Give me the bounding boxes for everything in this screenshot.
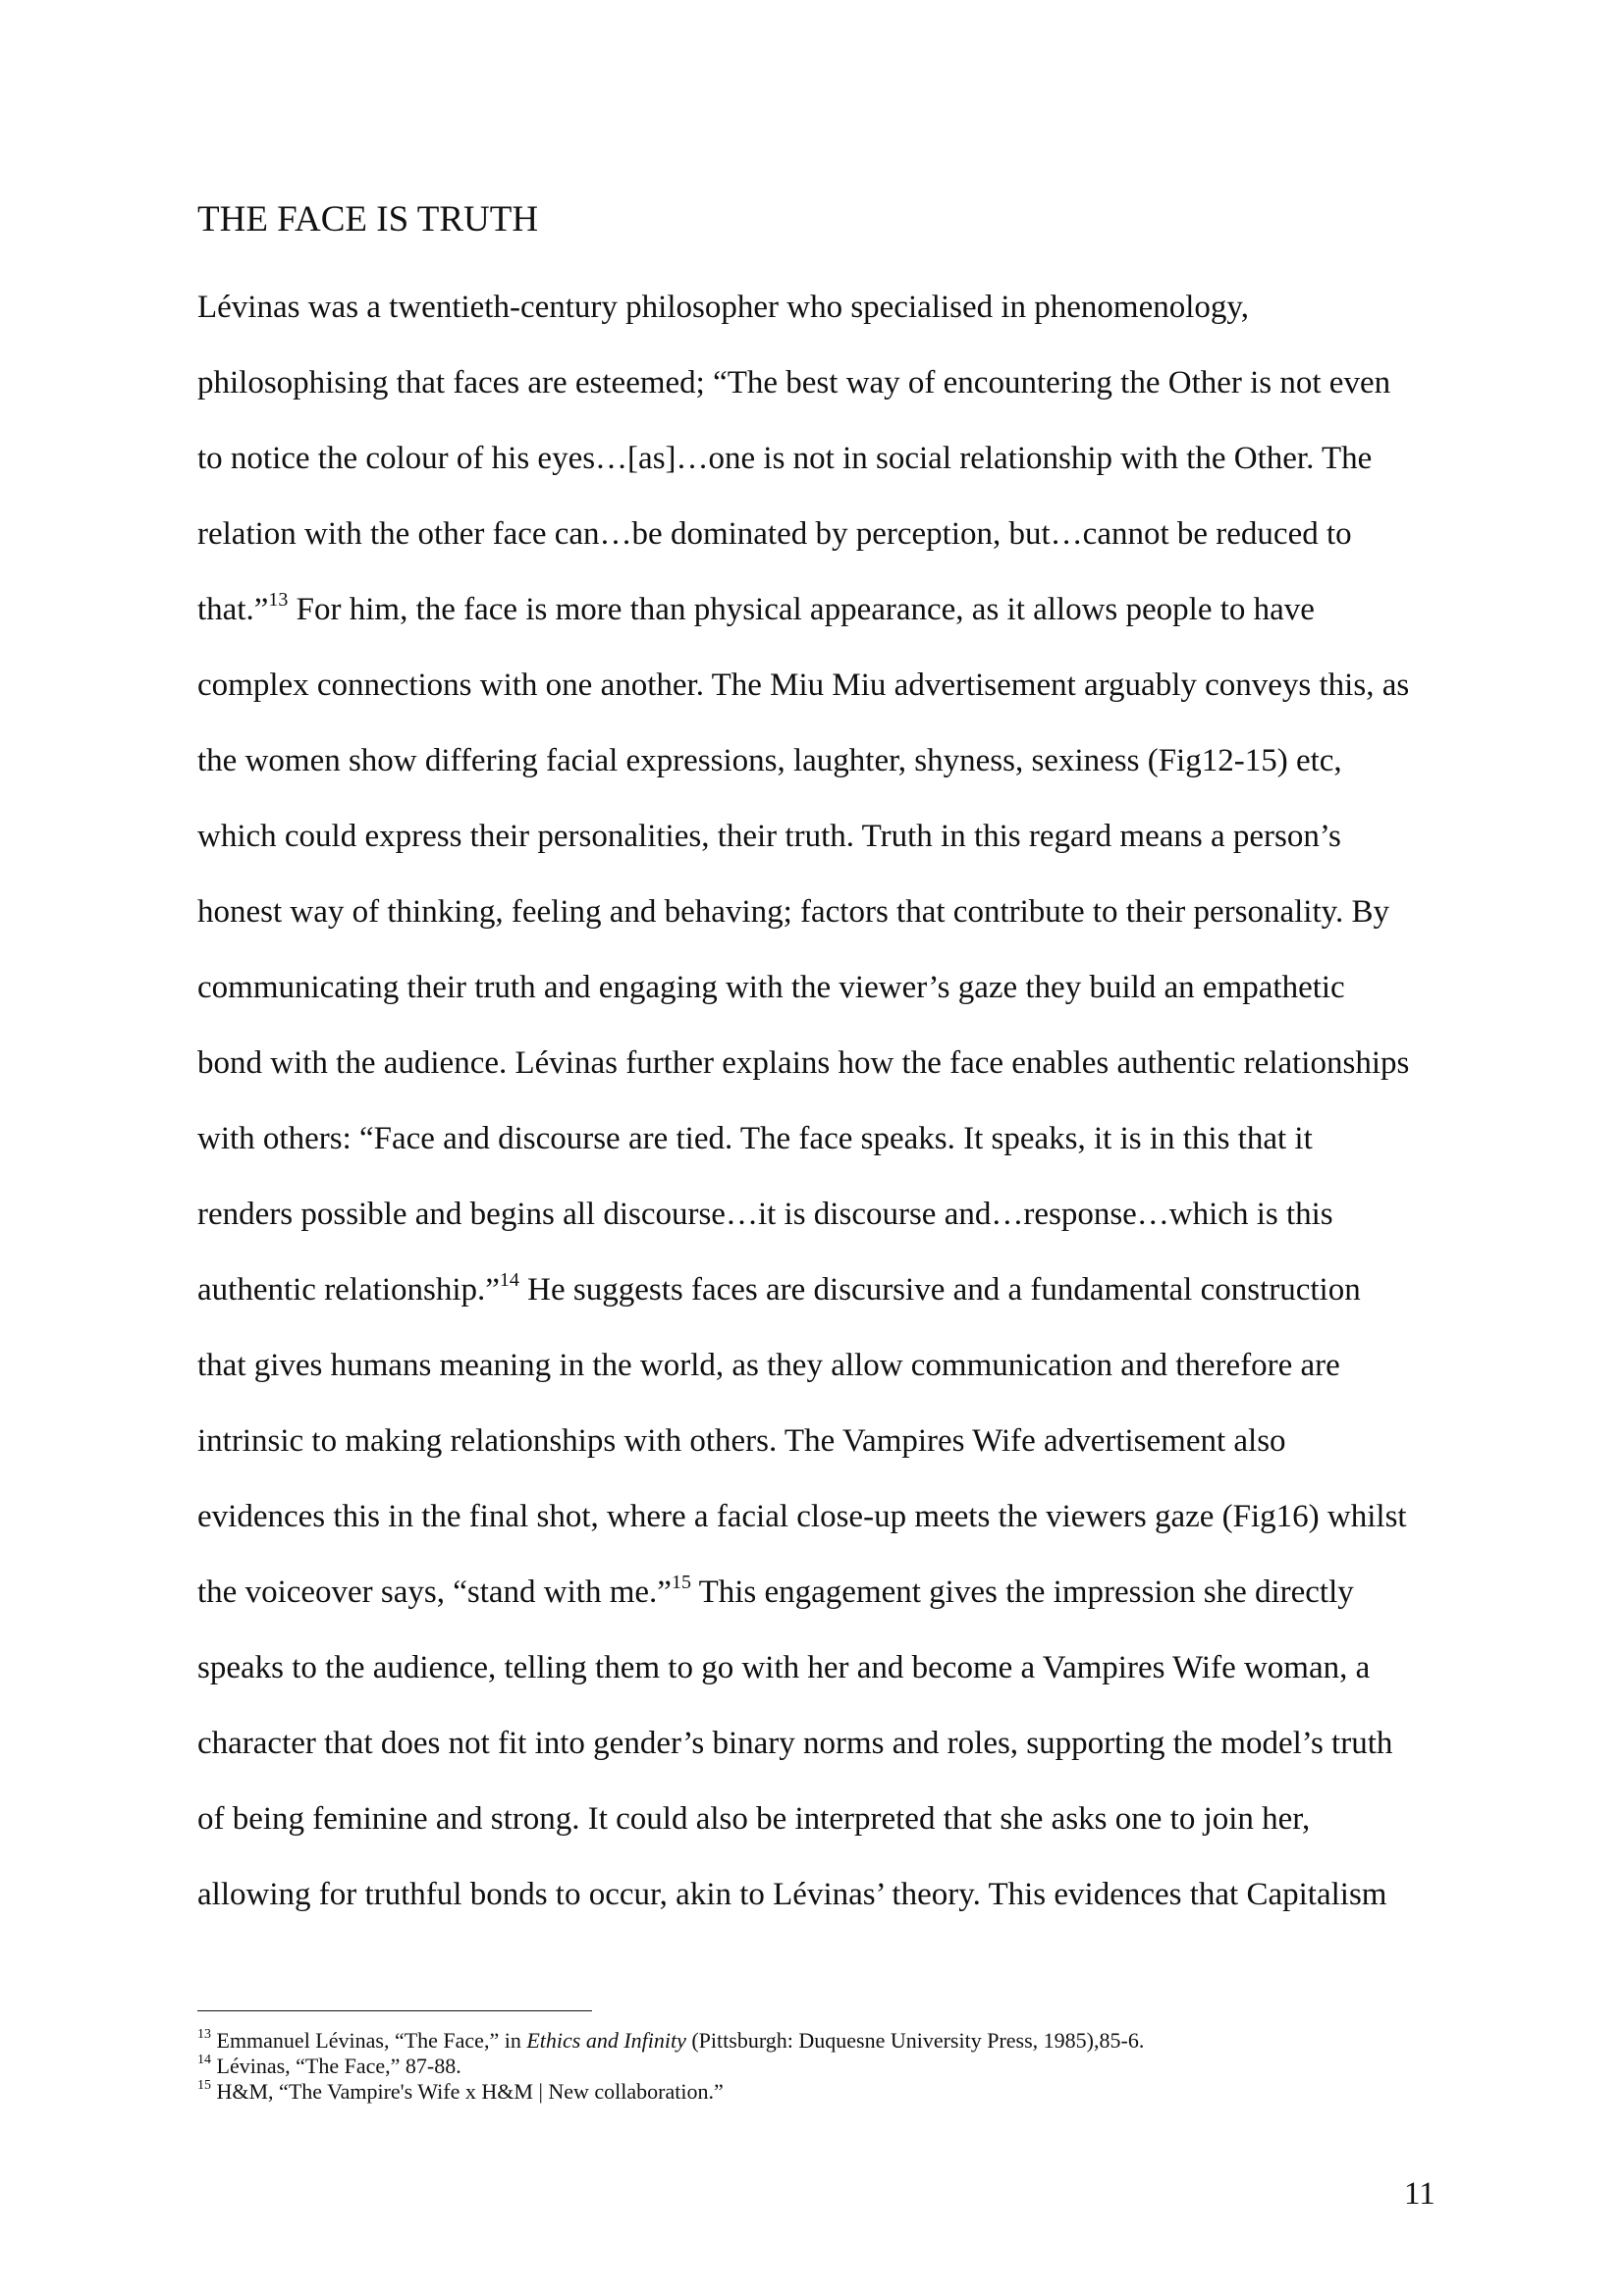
footnote-divider — [197, 2010, 592, 2011]
body-line: the women show differing facial expressions, laughter, shyness, sexiness (Fig12-15) etc, — [197, 743, 1342, 778]
line-text: This engagement gives the impression she directly — [690, 1575, 1354, 1610]
body-line: intrinsic to making relationships with others. The Vampires Wife advertisement also — [197, 1423, 1286, 1459]
body-line: renders possible and begins all discourse…it is discourse and…response…which is this — [197, 1197, 1333, 1232]
body-line — [197, 1270, 1361, 1309]
body-line: evidences this in the final shot, where a facial close-up meets the viewers gaze (Fig16) whilst — [197, 1499, 1407, 1534]
body-line: honest way of thinking, feeling and behaving; factors that contribute to their personality. By — [197, 894, 1389, 930]
line-text: He suggests faces are discursive and a fundamental construction — [518, 1272, 1361, 1308]
body-line — [197, 1573, 1354, 1612]
footnote — [197, 2079, 724, 2105]
footnote-text: Lévinas, “The Face,” 87-88. — [211, 2054, 461, 2078]
body-line: speaks to the audience, telling them to go with her and become a Vampires Wife woman, a — [197, 1650, 1371, 1685]
section-heading: THE FACE IS TRUTH — [197, 199, 539, 240]
body-line: bond with the audience. Lévinas further explains how the face enables authentic relationships — [197, 1045, 1410, 1081]
body-line: to notice the colour of his eyes…[as]…one is not in social relationship with the Other. The — [197, 441, 1373, 476]
footnote-number: 15 — [197, 2077, 211, 2093]
body-line: with others: “Face and discourse are tied. The face speaks. It speaks, it is in this that it — [197, 1121, 1313, 1156]
body-line: character that does not fit into gender’s binary norms and roles, supporting the model’s truth — [197, 1726, 1393, 1761]
footnote-text: Emmanuel Lévinas, “The Face,” in — [211, 2028, 527, 2053]
page-number: 11 — [1404, 2176, 1435, 2212]
footnote-italic: Ethics and Infinity — [526, 2028, 686, 2053]
line-text: the voiceover says, “stand with me.” — [197, 1575, 672, 1610]
line-text: authentic relationship.” — [197, 1272, 500, 1308]
footnote-ref: 15 — [671, 1572, 691, 1593]
body-line: that gives humans meaning in the world, as they allow communication and therefore are — [197, 1348, 1340, 1383]
footnote-ref: 14 — [499, 1269, 519, 1291]
footnote-text: H&M, “The Vampire's Wife x H&M | New collaboration.” — [211, 2079, 724, 2104]
line-text: that.” — [197, 592, 269, 627]
footnote-text: (Pittsburgh: Duquesne University Press, 1985),85-6. — [685, 2028, 1145, 2053]
line-text: For him, the face is more than physical appearance, as it allows people to have — [288, 592, 1315, 627]
footnote-ref: 13 — [268, 589, 289, 611]
body-line: Lévinas was a twentieth-century philosopher who specialised in phenomenology, — [197, 290, 1250, 325]
footnote-number: 14 — [197, 2052, 211, 2067]
body-line: allowing for truthful bonds to occur, akin to Lévinas’ theory. This evidences that Capitalism — [197, 1877, 1387, 1912]
body-line: philosophising that faces are esteemed; “The best way of encountering the Other is not even — [197, 365, 1391, 400]
footnote — [197, 2054, 461, 2079]
body-line: communicating their truth and engaging with the viewer’s gaze they build an empathetic — [197, 970, 1345, 1005]
body-line: which could express their personalities, their truth. Truth in this regard means a person’s — [197, 819, 1341, 854]
body-line: relation with the other face can…be dominated by perception, but…cannot be reduced to — [197, 516, 1352, 552]
body-line — [197, 590, 1315, 629]
footnote-number: 13 — [197, 2026, 211, 2042]
body-line: complex connections with one another. The Miu Miu advertisement arguably conveys this, as — [197, 667, 1410, 703]
body-line: of being feminine and strong. It could also be interpreted that she asks one to join her, — [197, 1801, 1311, 1837]
footnote — [197, 2028, 1144, 2054]
